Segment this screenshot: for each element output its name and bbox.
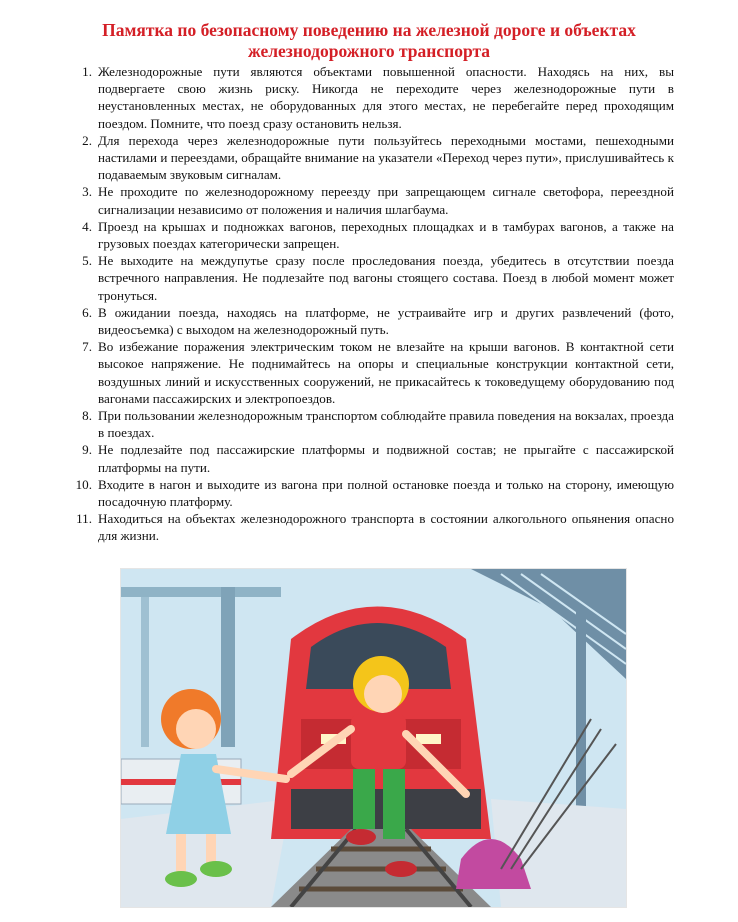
item-number: 6. xyxy=(82,304,92,320)
item-text: При пользовании железнодорожным транспортом соблюдайте правила поведения на вокзалах, проезда в поездах. xyxy=(98,408,674,441)
item-number: 3. xyxy=(82,184,92,200)
item-text: Для перехода через железнодорожные пути пользуйтесь переходными мостами, пешеходными настилами и переездами, обращайте внимание на указатели «Переход через пути», прислушивайтесь к подаваемым звуковым сигналам. xyxy=(98,132,674,183)
item-text: Железнодорожные пути являются объектами повышенной опасности. Находясь на них, вы подвергаете свою жизнь риску. Никогда не переходите через железнодорожные пути в неустановленных местах, не оборудованных для этого местах, не перебегайте перед проходящим поездом. Помните, что поезд сразу остановить нельзя. xyxy=(98,64,674,131)
list-item xyxy=(68,476,674,510)
list-item xyxy=(68,63,674,132)
item-number: 8. xyxy=(82,408,92,424)
item-text: Проезд на крышах и подножках вагонов, переходных площадках и в тамбурах вагонов, а также на грузовых поездах категорически запрещен. xyxy=(98,218,674,252)
item-number: 5. xyxy=(82,253,92,269)
memo-title: Памятка по безопасному поведению на железной дороге и объектах железнодорожного транспорта xyxy=(102,20,636,61)
list-item xyxy=(68,218,674,252)
list-item xyxy=(68,338,674,407)
list-item xyxy=(68,304,674,338)
item-number: 1. xyxy=(82,64,92,79)
item-text: В ожидании поезда, находясь на платформе, не устраивайте игр и других развлечений (фото, видеосъемка) с выходом на железнодорожный путь. xyxy=(98,304,674,338)
list-item xyxy=(68,407,674,441)
item-number: 2. xyxy=(82,132,92,148)
item-text: Не проходите по железнодорожному переезду при запрещающем сигнале светофора, переездной сигнализации независимо от положения и наличия шлагбаума. xyxy=(98,184,674,217)
list-item xyxy=(68,252,674,304)
list-item xyxy=(68,510,674,544)
item-number: 4. xyxy=(82,218,92,234)
children-on-tracks-illustration xyxy=(121,569,626,907)
item-text: Не подлезайте под пассажирские платформы и подвижной состав; не прыгайте с пассажирской платформы на пути. xyxy=(98,442,674,475)
item-text: Не выходите на междупутье сразу после проследования поезда, убедитесь в отсутствии поезда встречного направления. Не подлезайте под вагоны стоящего состава. Поезд в любой момент может тронуться. xyxy=(98,253,674,303)
list-item xyxy=(68,183,674,217)
item-number: 7. xyxy=(82,339,92,355)
item-number: 11. xyxy=(76,511,92,527)
item-text: Во избежание поражения электрическим током не влезайте на крыши вагонов. В контактной сети высокое напряжение. Не поднимайтесь на опоры и специальные конструкции контактной сети, воздушных линий и искусственных сооружений, не прикасайтесь к токоведущему оборудованию под вагонами пассажирских и электропоездов. xyxy=(98,339,674,406)
rules-list xyxy=(68,63,674,545)
item-number: 10. xyxy=(75,476,92,492)
item-text: Входите в нагон и выходите из вагона при полной остановке поезда и только на сторону, имеющую посадочную платформу. xyxy=(98,476,674,510)
railway-safety-illustration xyxy=(120,568,627,908)
list-item xyxy=(68,441,674,475)
item-text: Находиться на объектах железнодорожного транспорта в состоянии алкогольного опьянения опасно для жизни. xyxy=(98,511,674,544)
list-item xyxy=(68,132,674,184)
item-number: 9. xyxy=(82,442,92,458)
